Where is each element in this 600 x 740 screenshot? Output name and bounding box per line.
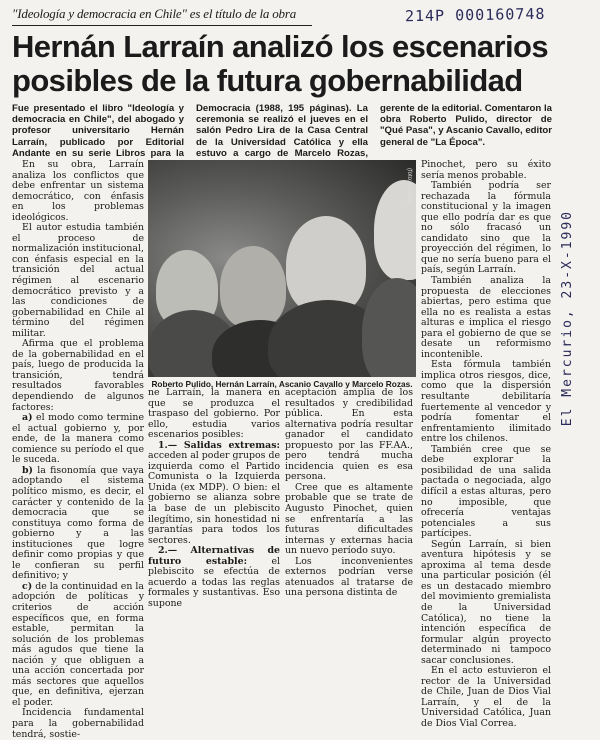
paragraph: También cree que se debe explorar la posibilidad de una salida pactada o negociada, algo difícil a estas alturas, pero no imposible, que ofrecería ventajas potenciales a sus partícipes. bbox=[421, 443, 551, 540]
list-text: el modo como termine el actual gobierno y, por ende, de la manera como comience su período el que le suceda. bbox=[12, 412, 144, 466]
paragraph: aceptación amplia de los resultados y credibilidad pública. En esta alternativa podría resultar ganador el candidato propuesto por las FF.AA., pero tendrá mucha incidencia quien es esa persona. bbox=[285, 387, 413, 483]
paragraph: En su obra, Larraín analiza los conflictos que debe enfrentar un sistema democrático, con énfasis en los problemas ideológicos. bbox=[12, 159, 144, 223]
paragraph: Esta fórmula también implica otros riesgos, dice, como que la dispersión resultante debilitaría fuertemente al vencedor y podría fomentar el enfrentamiento ilimitado entre los chilenos. bbox=[421, 359, 551, 445]
paragraph: Pinochet, pero su éxito sería menos probable. bbox=[421, 159, 551, 181]
news-photo bbox=[148, 160, 416, 377]
paragraph bbox=[12, 466, 144, 582]
paragraph: También analiza la propuesta de elecciones abiertas, pero estima que ella no es realista a estas alturas e implica el riesgo para el gobierno de que se desate un reformismo incontenible. bbox=[421, 275, 551, 360]
paragraph: Cree que es altamente probable que se trate de Augusto Pinochet, quien se enfrentaría a las futuras dificultades internas y externas hacia un nuevo período suyo. bbox=[285, 481, 413, 557]
section-label: 1.— Salidas extremas: bbox=[158, 439, 280, 451]
list-marker: c) bbox=[22, 580, 33, 592]
section-text: el plebiscito se efectúa de acuerdo a todas las reglas formales y sustantivas. Eso supone bbox=[148, 555, 280, 609]
paragraph: También podría ser rechazada la fórmula constitucional y la imagen que ello podría dar es que no sólo fracasó un candidato sino que la proyección del régimen, lo que no sería bueno para el país, según Larraín. bbox=[421, 180, 551, 276]
paragraph bbox=[12, 582, 144, 709]
column-1 bbox=[12, 160, 144, 740]
lead-paragraph: Fue presentado el libro "Ideología y democracia en Chile", del abogado y profesor universitario Hernán Larraín, publicado por Editorial Andante en su serie Libros para la Democracia (1988, 195 páginas). La ceremonia se realizó el jueves en el salón Pedro Lira de la Casa Central de la Universidad Católica y ella estuvo a cargo de Marcelo Rozas, gerente de la editorial. Comentaron la obra Roberto Pulido, director de "Qué Pasa", y Ascanio Cavallo, editor general de "La Época". bbox=[12, 103, 552, 159]
headline: Hernán Larraín analizó los escenarios posibles de la futura gobernabilidad bbox=[12, 29, 549, 98]
list-text: de la continuidad en la adopción de políticas y criterios de acción específicos que, en forma estable, permitan la solución de los problemas más agudos que tiene la nación y que obliguen a una acción concertada por más sectores que aquellos que, en definitiva, ejerzan el poder. bbox=[12, 580, 144, 708]
paragraph: Afirma que el problema de la gobernabilidad en el país, luego de producida la transición, tendrá resultados favorables dependiendo de algunos factores: bbox=[12, 338, 144, 413]
photo-caption: Roberto Pulido, Hernán Larraín, Ascanio Cavallo y Marcelo Rozas. bbox=[151, 379, 413, 389]
paragraph: Incidencia fundamental para la gobernabilidad tendrá, sostie- bbox=[12, 707, 144, 740]
paragraph: ne Larraín, la manera en que se produzca el traspaso del gobierno. Por ello, estudia varios escenarios posibles: bbox=[148, 387, 280, 441]
section-text: acceden al poder grupos de izquierda como el Partido Comunista o la Izquierda Unida (ex MDP). O bien: el gobierno se alianza sobre la base de un plebiscito ilegítimo, sin honestidad ni garantías para todos los sectores. bbox=[148, 450, 280, 546]
paragraph: Los inconvenientes externos podrían verse atenuados al tratarse de una persona distinta de bbox=[285, 555, 413, 599]
list-marker: a) bbox=[22, 412, 33, 424]
paragraph: Según Larraín, si bien aventura hipótesis y se aproxima al tema desde una particular posición (él es un destacado miembro del movimiento gremialista de la Universidad Católica), no tiene la intención específica de formular algún proyecto determinado ni tampoco sacar conclusiones. bbox=[421, 538, 551, 666]
section-label: 2.— Alternativas de futuro estable: bbox=[148, 545, 280, 567]
column-2 bbox=[148, 388, 280, 609]
kicker: "Ideología y democracia en Chile" es el título de la obra bbox=[12, 6, 297, 21]
paragraph: El autor estudia también el proceso de normalización institucional, con énfasis especial en la transición del actual régimen al escenario democrático previsto y a las condiciones de gobernabilidad en Chile al término del régimen militar. bbox=[12, 222, 144, 339]
paragraph bbox=[12, 413, 144, 466]
paragraph: En el acto estuvieron el rector de la Universidad de Chile, Juan de Dios Vial Larraín, y el de la Universidad Católica, Juan de Dios Vial Correa. bbox=[421, 665, 551, 729]
paragraph bbox=[148, 441, 280, 546]
column-4 bbox=[421, 160, 551, 730]
list-marker: b) bbox=[22, 464, 33, 476]
handwritten-source-note: El Mercurio, 23-X-1990 bbox=[560, 210, 575, 427]
photo-credit: (foto: cedida) bbox=[406, 168, 412, 204]
kicker-rule bbox=[12, 25, 312, 26]
column-3 bbox=[285, 388, 413, 599]
list-text: la fisonomía que vaya adoptando el sistema político mismo, es decir, el carácter y contenido de la democracia que se constituya como forma de gobierno y a las instituciones que logre definir como propias y que le confieran su perfil definitivo; y bbox=[12, 464, 144, 582]
paragraph bbox=[148, 546, 280, 609]
handwritten-archive-number: 214P 000160748 bbox=[404, 4, 546, 26]
